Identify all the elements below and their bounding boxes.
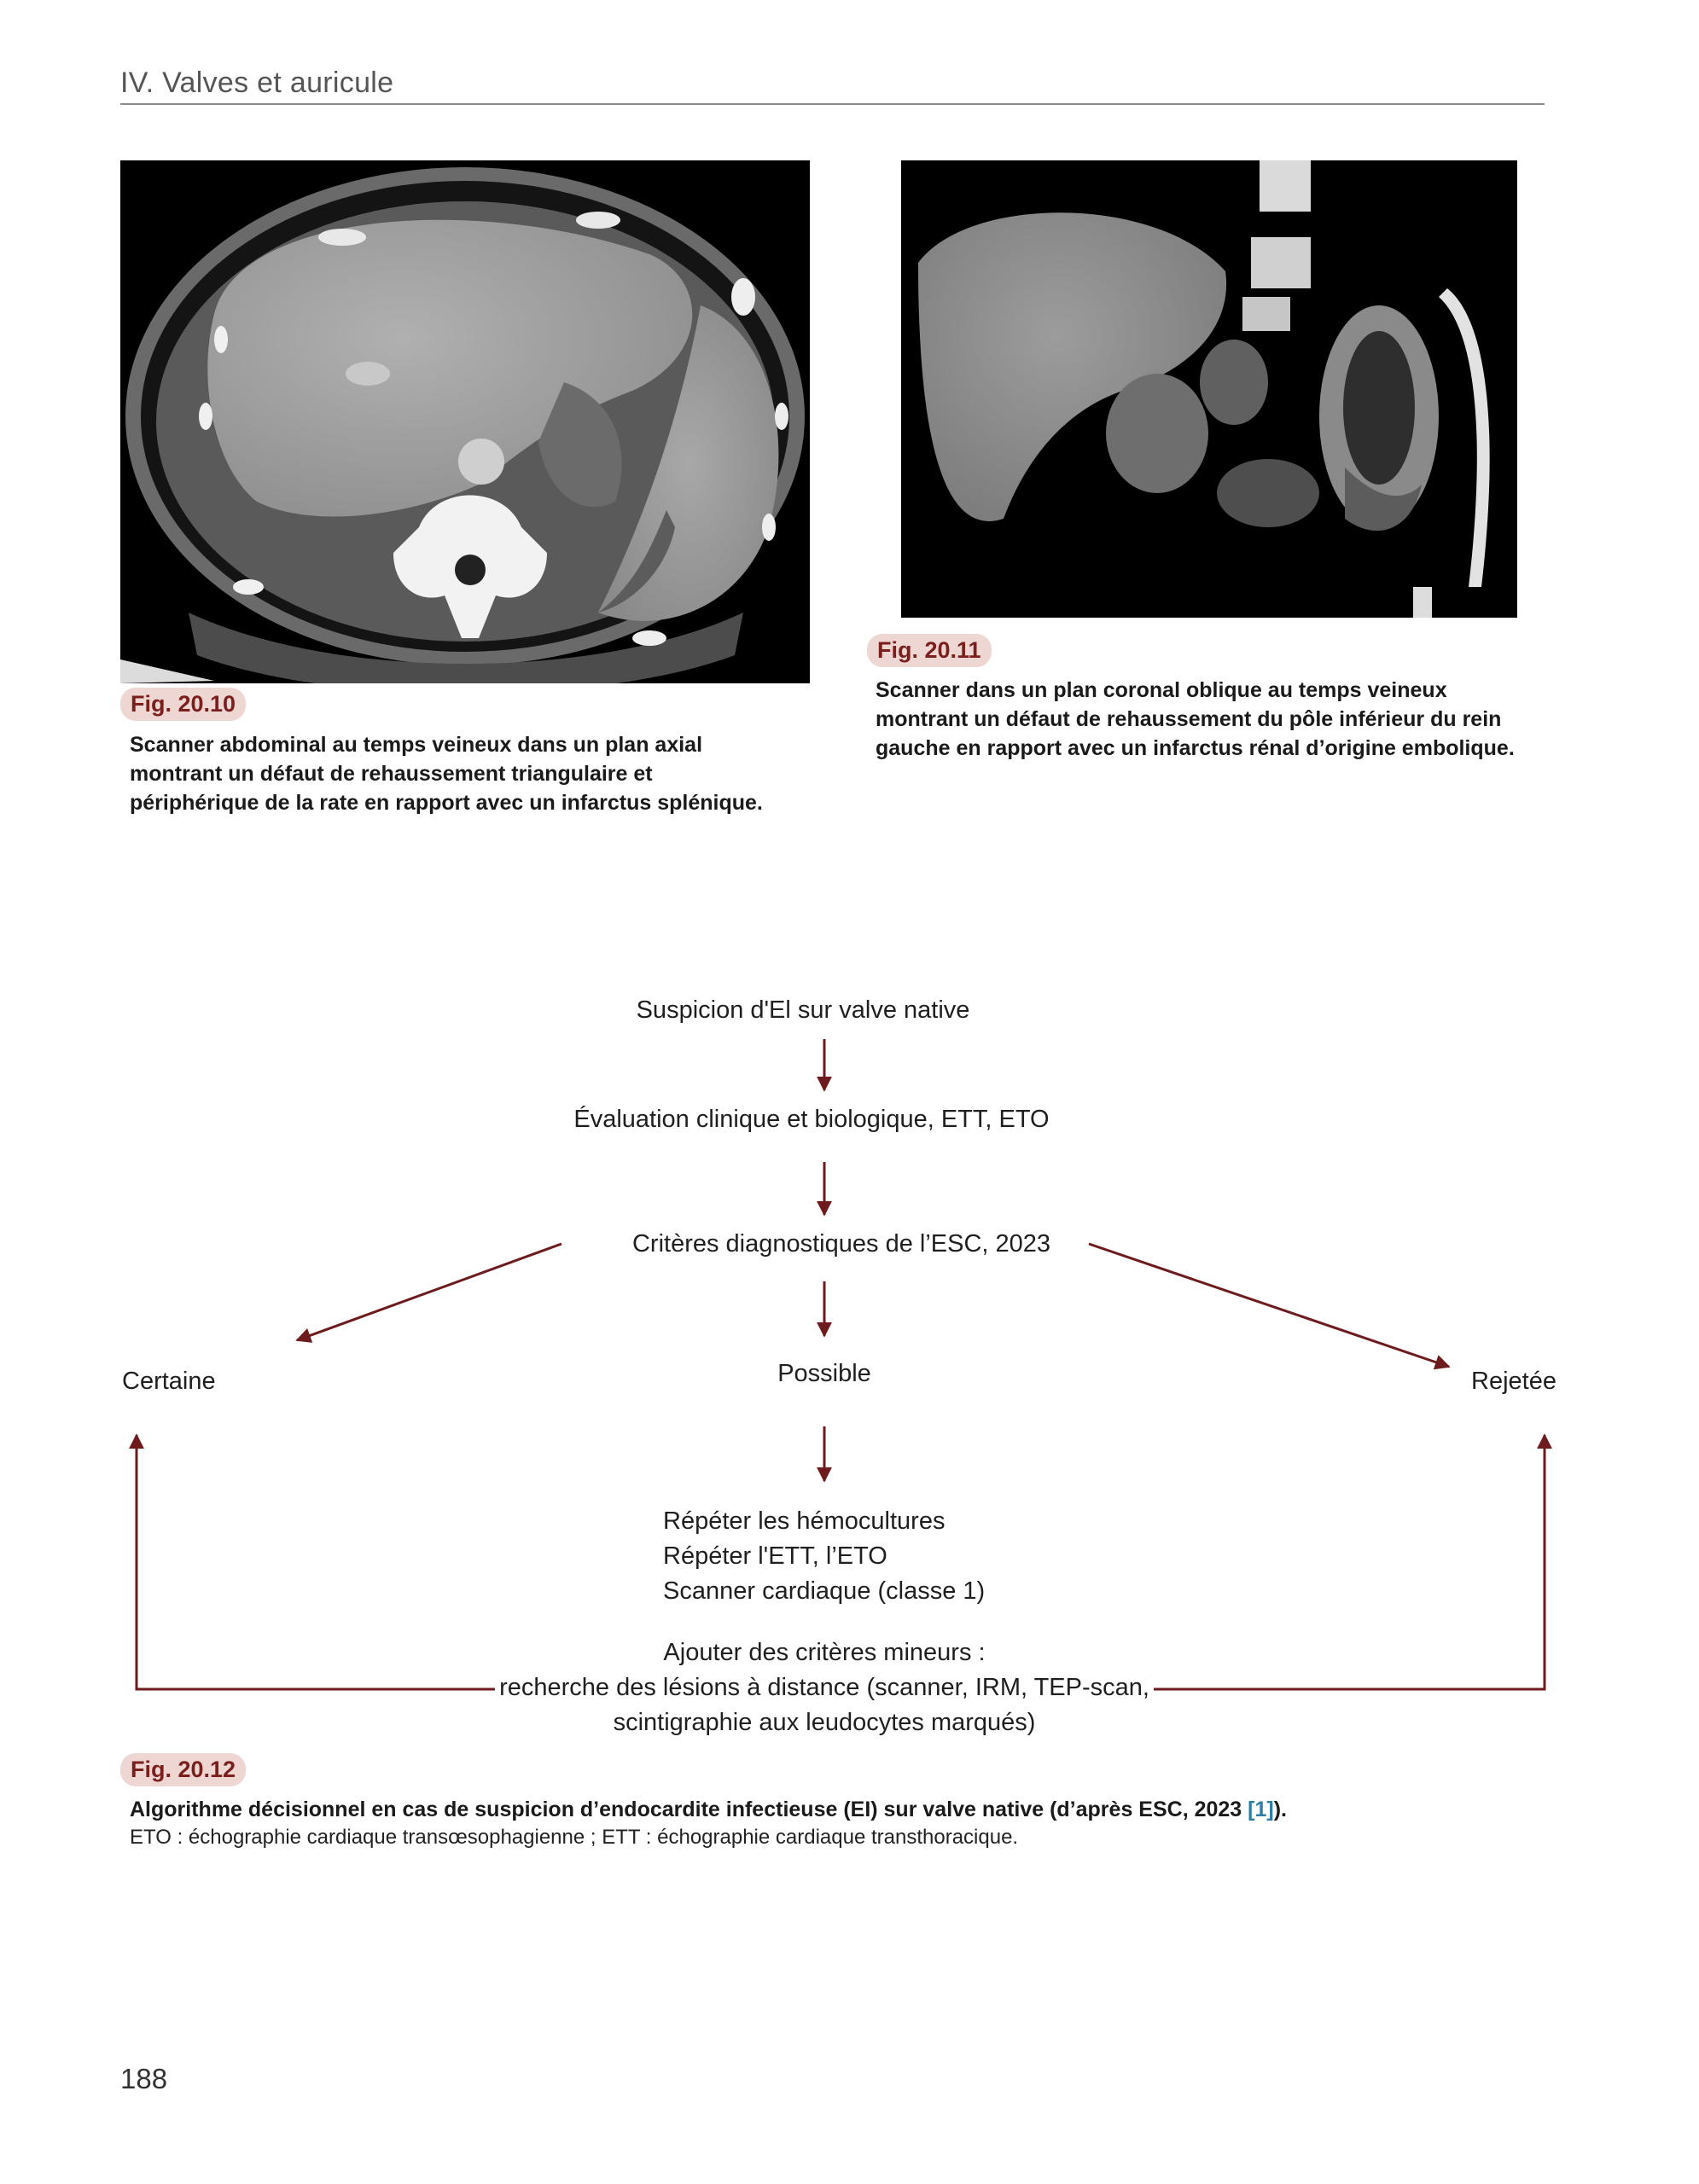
fig-20-12-caption [130,1795,1546,1824]
fig-20-12-label [120,1753,246,1786]
minor-criteria-line: scintigraphie aux leudocytes marqués) [613,1709,1036,1736]
arrow-criteria-to-rejetee [1089,1244,1449,1367]
caption-end: ). [1273,1798,1287,1821]
reference-link[interactable]: [1] [1248,1798,1274,1821]
flow-outcome-rejetee: Rejetée [1471,1368,1556,1395]
arrow-criteria-to-certaine [297,1244,561,1340]
fig-label: Fig. 20.10 [120,688,246,721]
fig-label: Fig. 20.12 [120,1753,246,1786]
minor-criteria-line: Ajouter des critères mineurs : [663,1639,986,1666]
repeat-step: Scanner cardiaque (classe 1) [663,1577,986,1605]
repeat-step: Répéter les hémocultures [663,1507,946,1535]
flow-criteria: Critères diagnostiques de l’ESC, 2023 [631,1230,1051,1258]
page-number: 188 [120,2063,168,2094]
caption-line: Scanner dans un plan coronal oblique au temps veineux [876,678,1447,702]
caption-line: montrant un défaut de rehaussement triangulaire et [130,762,653,786]
arrow-loop-to-rejetee [1154,1435,1545,1689]
flow-start: Suspicion d'El sur valve native [636,996,970,1024]
flow-evaluation: Évaluation clinique et biologique, ETT, ETO [573,1106,1050,1133]
minor-criteria-line: recherche des lésions à distance (scanner, IRM, TEP-scan, [499,1674,1149,1701]
flow-outcome-certaine: Certaine [122,1368,216,1395]
arrow-loop-to-certaine [137,1435,495,1689]
caption-main: Algorithme décisionnel en cas de suspicion d’endocardite infectieuse (EI) sur valve native (d’après ESC, 2023 [130,1798,1248,1821]
flow-minor-criteria [483,1635,1166,1740]
fig-20-12-note: ETO : échographie cardiaque transœsophagienne ; ETT : échographie cardiaque transthoracique. [130,1826,1019,1849]
caption-line: Scanner abdominal au temps veineux dans un plan axial [130,733,703,757]
flow-outcome-possible: Possible [777,1360,871,1387]
caption-line: montrant un défaut de rehaussement du pôle inférieur du rein [876,707,1502,731]
running-title: IV. Valves et auricule [120,67,394,99]
repeat-step: Répéter l'ETT, l’ETO [663,1542,887,1570]
fig-label: Fig. 20.11 [867,634,992,667]
caption-line: gauche en rapport avec un infarctus rénal d’origine embolique. [876,736,1515,760]
flow-repeat-steps [663,1504,985,1609]
caption-line: périphérique de la rate en rapport avec un infarctus splénique. [130,791,763,815]
